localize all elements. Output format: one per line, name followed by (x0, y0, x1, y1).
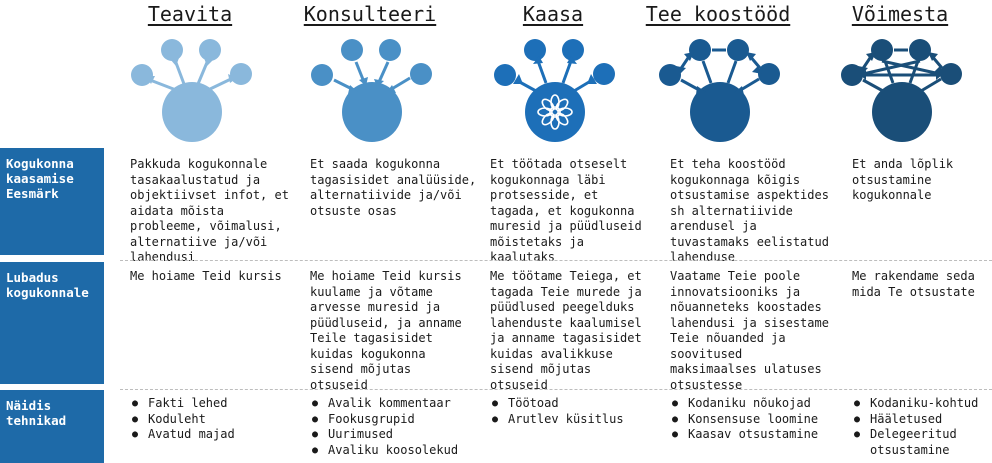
collaborate-icon (648, 30, 788, 144)
list-item: ● Avalik kommentaar (310, 396, 480, 412)
techniques-empower (852, 396, 990, 458)
column-title: Võimesta (851, 2, 949, 26)
row-divider (120, 389, 992, 390)
techniques-inform (130, 396, 308, 443)
techniques-involve (490, 396, 660, 427)
list-item: ● Hääletused (852, 412, 984, 428)
column-teavita (100, 0, 280, 145)
column-title: Teavita (147, 2, 233, 26)
inform-icon (120, 30, 260, 144)
consult-icon (300, 30, 440, 144)
column-title: Konsulteeri (303, 2, 437, 26)
list-item: ● Kodaniku nõukojad (670, 396, 840, 412)
column-konsulteeri (280, 0, 460, 145)
technique-list (130, 396, 302, 443)
list-item: ● Delegeeritud otsustamine (852, 427, 984, 458)
list-item: ● Uurimused (310, 427, 480, 443)
list-item: ● Kaasav otsustamine (670, 427, 840, 443)
column-tee-koostood (628, 0, 808, 145)
promise-collaborate: Vaatame Teie poole innovatsiooniks ja nõuanneteks koostades lahendusi ja sisestame Teie nõuanded ja soovitused maksimaalses ulatuses otsustesse (670, 269, 829, 392)
row-label-techniques: Näidis tehnikad (0, 390, 104, 463)
list-item: ● Fookusgrupid (310, 412, 480, 428)
list-item: ● Avaliku koosolekud (310, 443, 480, 459)
techniques-consult (310, 396, 486, 458)
technique-list (310, 396, 480, 458)
list-item: ● Arutlev küsitlus (490, 412, 654, 428)
column-voimesta (810, 0, 990, 145)
goal-empower: Et anda lõplik otsustamine kogukonnale (852, 157, 954, 202)
list-item: ● Kodaniku-kohtud (852, 396, 984, 412)
list-item: ● Töötoad (490, 396, 654, 412)
promise-empower: Me rakendame seda mida Te otsustate (852, 269, 975, 299)
technique-list (670, 396, 840, 443)
column-kaasa (463, 0, 643, 145)
promise-consult: Me hoiame Teid kursis kuulame ja võtame arvesse muresid ja püüdluseid, ja anname Teile tagasisidet kuidas kogukonna sisend mõjutas otsuseid (310, 269, 462, 392)
list-item: ● Koduleht (130, 412, 302, 428)
empower-icon (830, 30, 970, 144)
column-title: Kaasa (522, 2, 584, 26)
technique-list (490, 396, 654, 427)
involve-icon (483, 30, 623, 144)
goal-consult: Et saada kogukonna tagasisidet analüüside, alternatiivide ja/või otsuste osas (310, 157, 477, 218)
row-label-promise: Lubadus kogukonnale (0, 262, 104, 384)
row-label-goal: Kogukonna kaasamise Eesmärk (0, 148, 104, 255)
list-item: ● Avatud majad (130, 427, 302, 443)
technique-list (852, 396, 984, 458)
list-item: ● Konsensuse loomine (670, 412, 840, 428)
column-title: Tee koostööd (645, 2, 791, 26)
techniques-collaborate (670, 396, 846, 443)
promise-inform: Me hoiame Teid kursis (130, 269, 282, 283)
list-item: ● Fakti lehed (130, 396, 302, 412)
goal-involve: Et töötada otseselt kogukonnaga läbi protsesside, et tagada, et kogukonna muresid ja püüdluseid mõistetaks ja kaalutaks (490, 157, 642, 264)
goal-collaborate: Et teha koostööd kogukonnaga kõigis otsustamise aspektides sh alternatiivide arendusel ja tuvastamaks eelistatud lahenduse (670, 157, 829, 264)
promise-involve: Me töötame Teiega, et tagada Teie murede ja püüdlused peegelduks lahenduste kaalumisel ja anname tagasisidet kuidas avalikkuse sisend mõjutas otsuseid (490, 269, 642, 392)
row-divider (120, 260, 992, 261)
goal-inform: Pakkuda kogukonnale tasakaalustatud ja objektiivset infot, et aidata mõista probleeme, võimalusi, alternatiive ja/või lahendusi (130, 157, 289, 264)
